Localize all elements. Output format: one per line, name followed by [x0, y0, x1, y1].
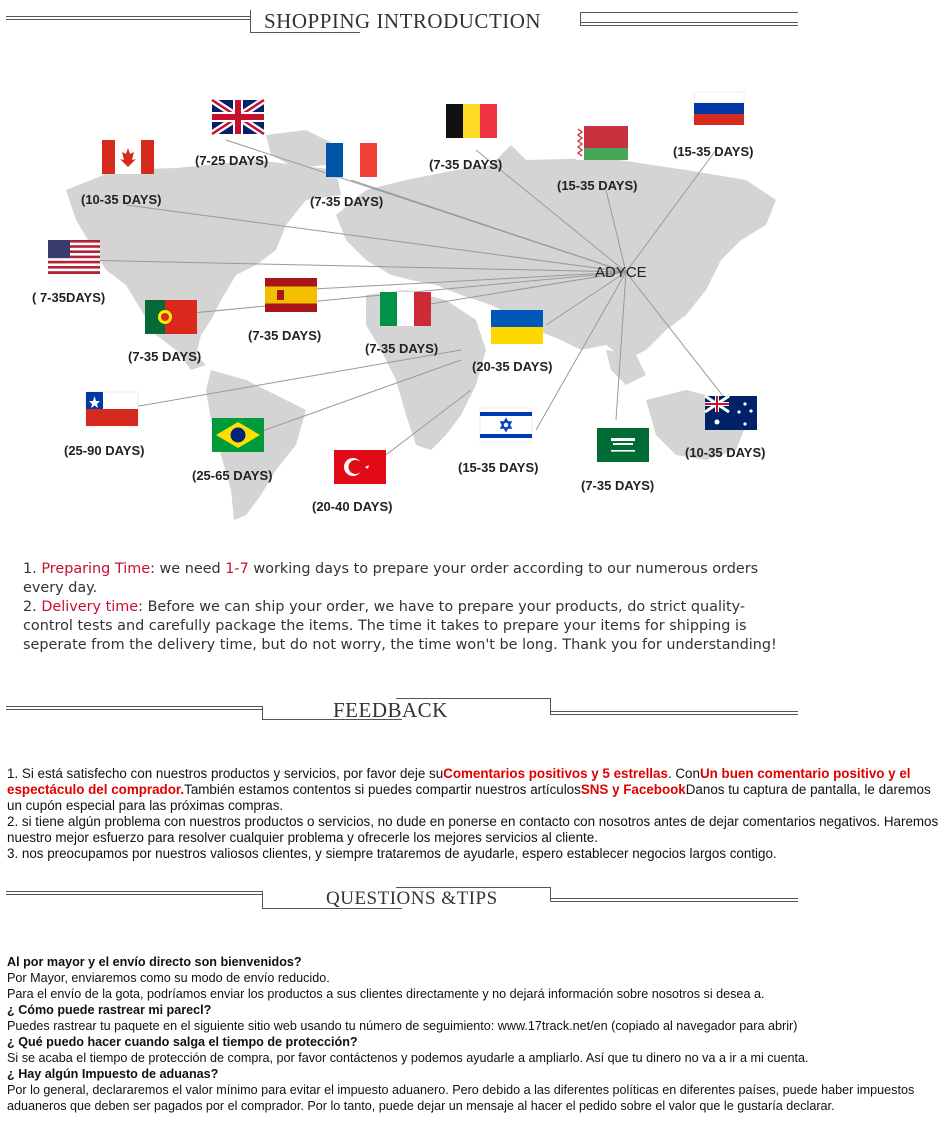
feedback-text-part: . Con	[667, 766, 700, 781]
note-text: : Before we can ship your order, we have to prepare your products, do strict quality-control tests and carefully package the items. The time it takes to prepare your items for shipping is seperate from the delivery time, but do not worry, the time won't be long. Thank you for understanding!	[23, 599, 777, 653]
header-rule	[550, 714, 798, 715]
header-rule	[6, 709, 262, 710]
flag-portugal-icon	[145, 300, 197, 334]
flag-belgium-icon	[446, 104, 497, 138]
days-label-canada: (10-35 DAYS)	[81, 192, 162, 207]
header-rule	[550, 898, 798, 899]
header-rule	[550, 901, 798, 902]
hub-label: ADYCE	[595, 264, 647, 281]
shipping-world-map	[6, 50, 798, 530]
question-2: ¿ Cómo puede rastrear mi parecl?	[7, 1003, 212, 1017]
flag-belarus-icon	[576, 126, 628, 160]
feedback-highlight: Un buen comentario positivo y el espectáculo del comprador.	[7, 766, 911, 797]
section-header-feedback	[6, 694, 798, 730]
header-rule	[396, 887, 550, 888]
days-label-brazil: (25-65 DAYS)	[192, 468, 273, 483]
note-delivery-time	[23, 598, 793, 655]
days-label-spain: (7-35 DAYS)	[248, 328, 322, 343]
answer-1a: Por Mayor, enviaremos como su modo de envío reducido.	[7, 971, 330, 985]
days-label-usa: ( 7-35DAYS)	[32, 290, 106, 305]
header-rule	[262, 706, 263, 719]
header-rule	[6, 706, 262, 707]
header-rule	[550, 711, 798, 712]
header-rule	[580, 22, 798, 23]
feedback-item-3: 3. nos preocupamos por nuestros valiosos clientes, y siempre trataremos de ayudarle, espero establecer negocios largos contigo.	[7, 846, 777, 861]
header-rule	[396, 698, 550, 699]
days-label-belgium: (7-35 DAYS)	[429, 157, 503, 172]
feedback-highlight: SNS y Facebook	[580, 782, 686, 797]
answer-3: Si se acaba el tiempo de protección de compra, por favor contáctenos y podemos ayudarle a ampliarlo. Así que tu dinero no va a ir a mi cuenta.	[7, 1051, 809, 1065]
flag-italy-icon	[380, 292, 431, 326]
header-rule	[6, 19, 250, 20]
questions-list	[7, 954, 942, 1114]
note-label-delivery: Delivery time	[41, 599, 139, 615]
section-title-shopping: SHOPPING INTRODUCTION	[264, 9, 542, 33]
note-preparing-time	[23, 560, 793, 598]
section-title-feedback: FEEDBACK	[333, 698, 448, 722]
flag-usa-icon	[48, 240, 100, 274]
flag-france-icon	[326, 143, 377, 177]
header-rule	[6, 894, 262, 895]
flag-brazil-icon	[212, 418, 264, 452]
flag-israel-icon	[480, 408, 532, 442]
days-label-italy: (7-35 DAYS)	[365, 341, 439, 356]
flag-turkey-icon	[334, 450, 386, 484]
header-rule	[6, 891, 262, 892]
section-header-shopping	[6, 6, 798, 42]
section-header-questions	[6, 884, 798, 920]
header-rule	[6, 16, 250, 17]
days-label-belarus: (15-35 DAYS)	[557, 178, 638, 193]
days-label-chile: (25-90 DAYS)	[64, 443, 145, 458]
days-label-australia: (10-35 DAYS)	[685, 445, 766, 460]
question-1: Al por mayor y el envío directo son bienvenidos?	[7, 955, 302, 969]
header-rule	[580, 12, 581, 25]
header-rule	[262, 891, 263, 908]
feedback-item-1	[7, 766, 942, 814]
shipping-notes	[23, 560, 793, 655]
question-4: ¿ Hay algún Impuesto de aduanas?	[7, 1067, 219, 1081]
flag-canada-icon	[102, 140, 154, 174]
flag-uk-icon	[212, 100, 264, 134]
feedback-text-part: Danos tu captura de pantalla, le daremos un cupón especial para las próximas compras.	[7, 782, 931, 813]
flag-spain-icon	[265, 278, 317, 312]
header-rule	[580, 25, 798, 26]
note-number: 2.	[23, 599, 42, 615]
flag-australia-icon	[705, 396, 757, 430]
feedback-text	[7, 766, 942, 862]
days-label-israel: (15-35 DAYS)	[458, 460, 539, 475]
note-label-preparing: Preparing Time	[41, 561, 151, 577]
section-title-questions: QUESTIONS &TIPS	[326, 888, 498, 909]
note-days-highlight: 1-7	[225, 561, 249, 577]
note-text: : we need	[150, 561, 226, 577]
days-label-france: (7-35 DAYS)	[310, 194, 384, 209]
feedback-text-part: También estamos contentos si puedes compartir nuestros artículos	[184, 782, 581, 797]
flag-saudi-arabia-icon	[597, 428, 649, 462]
note-text: working days to prepare your order according to our numerous orders every day.	[23, 561, 759, 596]
answer-1b: Para el envío de la gota, podríamos enviar los productos a sus clientes directamente y no dejará información sobre nosotros si desea a.	[7, 987, 765, 1001]
note-number: 1.	[23, 561, 42, 577]
days-label-ukraine: (20-35 DAYS)	[472, 359, 553, 374]
flag-russia-icon	[694, 92, 744, 125]
days-label-saudi-arabia: (7-35 DAYS)	[581, 478, 655, 493]
feedback-text-part: 1. Si está satisfecho con nuestros productos y servicios, por favor deje su	[7, 766, 444, 781]
feedback-highlight: Comentarios positivos y 5 estrellas	[443, 766, 668, 781]
header-rule	[580, 12, 798, 13]
days-label-turkey: (20-40 DAYS)	[312, 499, 393, 514]
flag-chile-icon	[86, 392, 138, 426]
flag-ukraine-icon	[491, 310, 543, 344]
days-label-russia: (15-35 DAYS)	[673, 144, 754, 159]
question-3: ¿ Qué puedo hacer cuando salga el tiempo de protección?	[7, 1035, 358, 1049]
days-label-portugal: (7-35 DAYS)	[128, 349, 202, 364]
days-label-uk: (7-25 DAYS)	[195, 153, 269, 168]
answer-4: Por lo general, declararemos el valor mínimo para evitar el impuesto aduanero. Pero debido a las diferentes políticas en diferentes países, puede haber impuestos aduaneros que deben ser pagados por el comprador. Por lo tanto, puede dejar un mensaje al hacer el pedido sobre el valor que le gustaría declarar.	[7, 1083, 915, 1113]
feedback-item-2: 2. si tiene algún problema con nuestros productos o servicios, no dude en ponerse en contacto con nosotros antes de dejar comentarios negativos. Haremos nuestro mejor esfuerzo para resolver cualquier problema y ofrecerle los mejores servicios al cliente.	[7, 814, 939, 845]
header-rule	[250, 10, 251, 32]
answer-2: Puedes rastrear tu paquete en el siguiente sitio web usando tu número de seguimiento: www.17track.net/en (copiado al navegador para abrir)	[7, 1019, 798, 1033]
